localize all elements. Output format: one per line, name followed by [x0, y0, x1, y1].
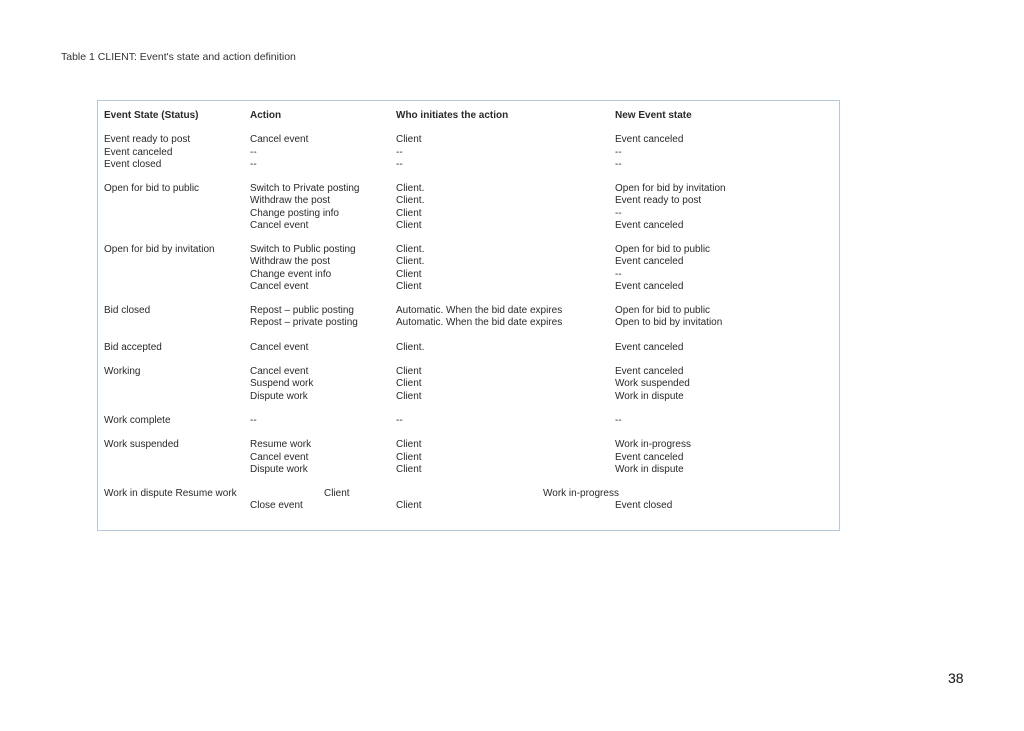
cell-new-state: -- — [615, 415, 622, 426]
cell-initiator: Client — [396, 390, 422, 402]
cell-initiator: Client — [324, 488, 350, 500]
cell-action: Dispute work — [250, 390, 308, 402]
cell-state: Open for bid to public — [104, 183, 200, 195]
cell-new-state: Work suspended — [615, 378, 690, 390]
cell-new-state: -- — [615, 158, 622, 170]
cell-new-state: Event canceled — [615, 134, 684, 146]
cell-new-state: Work in dispute — [615, 463, 684, 475]
cell-initiator: Client — [396, 439, 422, 451]
cell-initiator: -- — [396, 158, 403, 170]
cell-action: Cancel event — [250, 451, 309, 463]
cell-initiator: Client — [396, 366, 422, 378]
cell-initiator: Client — [396, 378, 422, 390]
cell-state: Work suspended — [104, 439, 179, 451]
cell-state-action: Work in dispute Resume work — [104, 488, 237, 500]
header-new-state: New Event state — [615, 110, 692, 121]
cell-initiator: Client — [396, 268, 422, 280]
cell-new-state: Open to bid by invitation — [615, 317, 723, 329]
cell-initiator: Client — [396, 207, 422, 219]
table-caption: Table 1 CLIENT: Event's state and action definition — [61, 51, 296, 63]
cell-initiator: Client. — [396, 195, 425, 207]
cell-new-state: Work in-progress — [615, 439, 691, 451]
cell-action: Cancel event — [250, 341, 309, 353]
cell-state: Bid closed — [104, 305, 151, 317]
cell-initiator: Client — [396, 134, 422, 146]
cell-action: Resume work — [250, 439, 312, 451]
header-action: Action — [250, 110, 282, 121]
cell-initiator: -- — [396, 146, 403, 158]
cell-initiator: Client. — [396, 244, 425, 256]
cell-action: Switch to Public posting — [250, 244, 356, 256]
cell-state: Event ready to post — [104, 134, 191, 146]
cell-action: -- — [250, 415, 257, 426]
cell-new-state: Open for bid to public — [615, 305, 711, 317]
cell-state: Bid accepted — [104, 341, 162, 353]
cell-state: Event closed — [104, 158, 162, 170]
cell-action: -- — [250, 158, 257, 170]
cell-initiator: Automatic. When the bid date expires — [396, 317, 563, 329]
cell-action: Cancel event — [250, 366, 309, 378]
cell-initiator: Client. — [396, 256, 425, 268]
cell-initiator: Client — [396, 500, 422, 512]
cell-initiator: Client. — [396, 341, 425, 353]
cell-initiator: -- — [396, 415, 403, 426]
cell-initiator: Client — [396, 280, 422, 292]
cell-action: Repost – public posting — [250, 305, 354, 317]
cell-initiator: Client — [396, 463, 422, 475]
cell-new-state: Event canceled — [615, 341, 684, 353]
cell-initiator: Automatic. When the bid date expires — [396, 305, 563, 317]
cell-new-state: -- — [615, 268, 622, 280]
cell-action: Dispute work — [250, 463, 308, 475]
page-number: 38 — [948, 670, 964, 686]
cell-new-state: Event ready to post — [615, 195, 702, 207]
cell-initiator: Client. — [396, 183, 425, 195]
cell-new-state: Event canceled — [615, 451, 684, 463]
cell-state: Open for bid by invitation — [104, 244, 215, 256]
cell-new-state: Event canceled — [615, 219, 684, 231]
cell-action: Change event info — [250, 268, 332, 280]
cell-state: Event canceled — [104, 146, 173, 158]
cell-action: Cancel event — [250, 134, 309, 146]
cell-action: Withdraw the post — [250, 256, 331, 268]
cell-state: Working — [104, 366, 141, 378]
cell-action: -- — [250, 146, 257, 158]
cell-new-state: Open for bid to public — [615, 244, 711, 256]
header-initiator: Who initiates the action — [396, 110, 509, 121]
cell-new-state: Event closed — [615, 500, 673, 512]
header-state: Event State (Status) — [104, 110, 199, 121]
cell-action: Cancel event — [250, 280, 309, 292]
cell-initiator: Client — [396, 451, 422, 463]
cell-new-state: Work in-progress — [543, 488, 619, 500]
cell-action: Withdraw the post — [250, 195, 331, 207]
cell-initiator: Client — [396, 219, 422, 231]
cell-state: Work complete — [104, 415, 171, 426]
cell-new-state: -- — [615, 207, 622, 219]
cell-new-state: Event canceled — [615, 256, 684, 268]
cell-action: Repost – private posting — [250, 317, 358, 329]
cell-new-state: Work in dispute — [615, 390, 684, 402]
cell-action: Switch to Private posting — [250, 183, 360, 195]
cell-new-state: Open for bid by invitation — [615, 183, 726, 195]
cell-action: Cancel event — [250, 219, 309, 231]
cell-action: Close event — [250, 500, 303, 512]
cell-new-state: -- — [615, 146, 622, 158]
cell-action: Change posting info — [250, 207, 339, 219]
cell-new-state: Event canceled — [615, 366, 684, 378]
cell-action: Suspend work — [250, 378, 314, 390]
cell-new-state: Event canceled — [615, 280, 684, 292]
